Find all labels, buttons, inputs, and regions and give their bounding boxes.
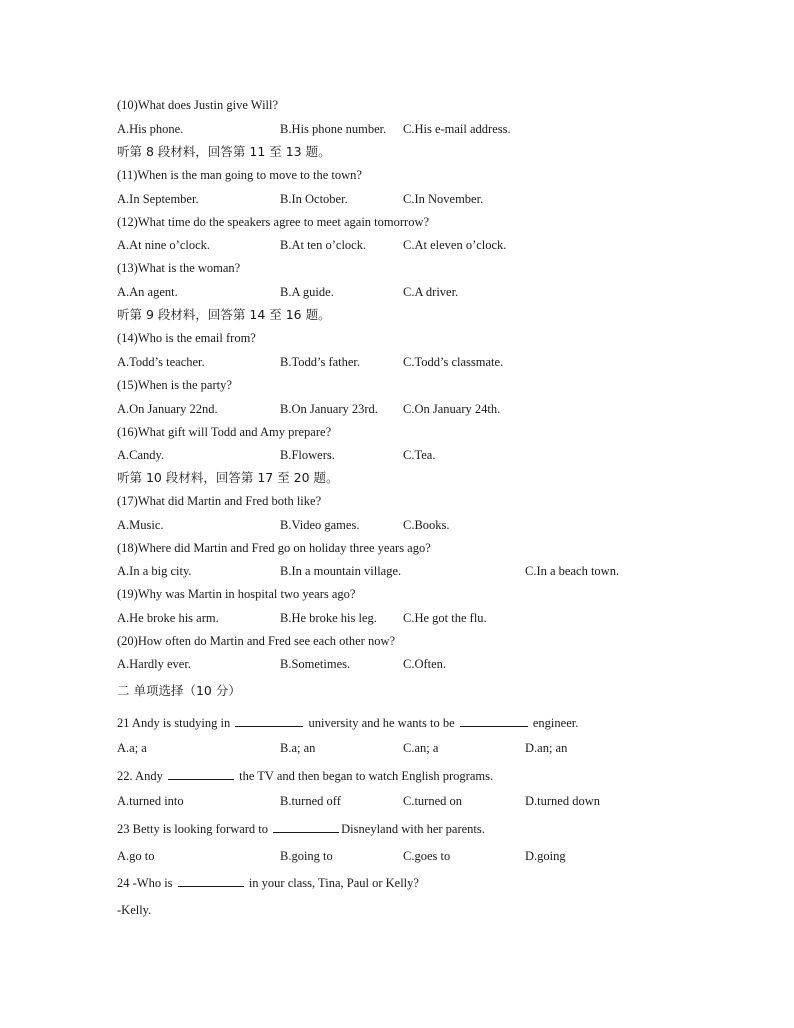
q21-blank-2 xyxy=(460,714,528,727)
q19-option-c: C.He got the flu. xyxy=(403,611,487,625)
q22-option-c: C.turned on xyxy=(403,794,463,808)
q17-option-c: C.Books. xyxy=(403,518,450,532)
q23-option-d: D.going xyxy=(525,849,566,863)
section-8-instruction: 听第 8 段材料，回答第 11 至 13 题。 xyxy=(117,144,331,159)
q24-text-end: in your class, Tina, Paul or Kelly? xyxy=(248,876,419,890)
q21-text-start: 21 Andy is studying in xyxy=(117,716,231,730)
q24-answer: -Kelly. xyxy=(117,903,152,917)
q20-option-a: A.Hardly ever. xyxy=(117,657,191,671)
q19-option-a: A.He broke his arm. xyxy=(117,611,219,625)
q16-option-b: B.Flowers. xyxy=(280,448,335,462)
q23-text-start: 23 Betty is looking forward to xyxy=(117,822,269,836)
part-2-heading: 二 单项选择（10 分） xyxy=(117,683,241,698)
question-21 xyxy=(117,714,578,731)
q23-text-end: Disneyland with her parents. xyxy=(341,822,485,836)
q21-blank-1 xyxy=(235,714,303,727)
question-11: (11)When is the man going to move to the town? xyxy=(117,168,362,182)
q22-option-b: B.turned off xyxy=(280,794,341,808)
q18-option-a: A.In a big city. xyxy=(117,564,192,578)
section-10-instruction: 听第 10 段材料，回答第 17 至 20 题。 xyxy=(117,470,339,485)
q12-option-a: A.At nine o’clock. xyxy=(117,238,211,252)
q24-text-start: 24 -Who is xyxy=(117,876,173,890)
q23-option-a: A.go to xyxy=(117,849,155,863)
question-23 xyxy=(117,820,485,837)
question-12: (12)What time do the speakers agree to meet again tomorrow? xyxy=(117,215,430,229)
question-24 xyxy=(117,874,419,891)
q20-option-b: B.Sometimes. xyxy=(280,657,351,671)
q10-option-a: A.His phone. xyxy=(117,122,184,136)
q24-blank xyxy=(178,874,244,887)
q21-option-a: A.a; a xyxy=(117,741,147,755)
q15-option-b: B.On January 23rd. xyxy=(280,402,378,416)
q13-option-c: C.A driver. xyxy=(403,285,459,299)
q14-option-c: C.Todd’s classmate. xyxy=(403,355,504,369)
q11-option-c: C.In November. xyxy=(403,192,484,206)
q22-text-end: the TV and then began to watch English programs. xyxy=(239,769,494,783)
question-14: (14)Who is the email from? xyxy=(117,331,256,345)
section-9-instruction: 听第 9 段材料，回答第 14 至 16 题。 xyxy=(117,307,331,322)
q22-option-d: D.turned down xyxy=(525,794,600,808)
q10-option-b: B.His phone number. xyxy=(280,122,387,136)
q18-option-c: C.In a beach town. xyxy=(525,564,620,578)
q19-option-b: B.He broke his leg. xyxy=(280,611,377,625)
question-22 xyxy=(117,767,493,784)
question-15: (15)When is the party? xyxy=(117,378,232,392)
question-19: (19)Why was Martin in hospital two years ago? xyxy=(117,587,356,601)
question-13: (13)What is the woman? xyxy=(117,261,241,275)
q16-option-a: A.Candy. xyxy=(117,448,165,462)
q13-option-b: B.A guide. xyxy=(280,285,334,299)
q23-option-c: C.goes to xyxy=(403,849,451,863)
q21-text-middle: university and he wants to be xyxy=(308,716,455,730)
q13-option-a: A.An agent. xyxy=(117,285,178,299)
q11-option-a: A.In September. xyxy=(117,192,199,206)
question-18: (18)Where did Martin and Fred go on holiday three years ago? xyxy=(117,541,431,555)
q22-text-start: 22. Andy xyxy=(117,769,163,783)
q17-option-a: A.Music. xyxy=(117,518,164,532)
q14-option-a: A.Todd’s teacher. xyxy=(117,355,205,369)
q20-option-c: C.Often. xyxy=(403,657,447,671)
q21-text-end: engineer. xyxy=(532,716,579,730)
q22-blank xyxy=(168,767,234,780)
q15-option-a: A.On January 22nd. xyxy=(117,402,218,416)
q17-option-b: B.Video games. xyxy=(280,518,360,532)
q21-option-c: C.an; a xyxy=(403,741,439,755)
q16-option-c: C.Tea. xyxy=(403,448,436,462)
q12-option-b: B.At ten o’clock. xyxy=(280,238,367,252)
q14-option-b: B.Todd’s father. xyxy=(280,355,361,369)
q21-option-b: B.a; an xyxy=(280,741,316,755)
q12-option-c: C.At eleven o’clock. xyxy=(403,238,507,252)
q23-blank xyxy=(273,820,339,833)
q21-option-d: D.an; an xyxy=(525,741,568,755)
question-10: (10)What does Justin give Will? xyxy=(117,98,279,112)
q15-option-c: C.On January 24th. xyxy=(403,402,501,416)
q23-option-b: B.going to xyxy=(280,849,333,863)
q18-option-b: B.In a mountain village. xyxy=(280,564,402,578)
question-20: (20)How often do Martin and Fred see each other now? xyxy=(117,634,396,648)
q22-option-a: A.turned into xyxy=(117,794,184,808)
question-16: (16)What gift will Todd and Amy prepare? xyxy=(117,425,332,439)
q10-option-c: C.His e-mail address. xyxy=(403,122,511,136)
question-17: (17)What did Martin and Fred both like? xyxy=(117,494,322,508)
q11-option-b: B.In October. xyxy=(280,192,348,206)
